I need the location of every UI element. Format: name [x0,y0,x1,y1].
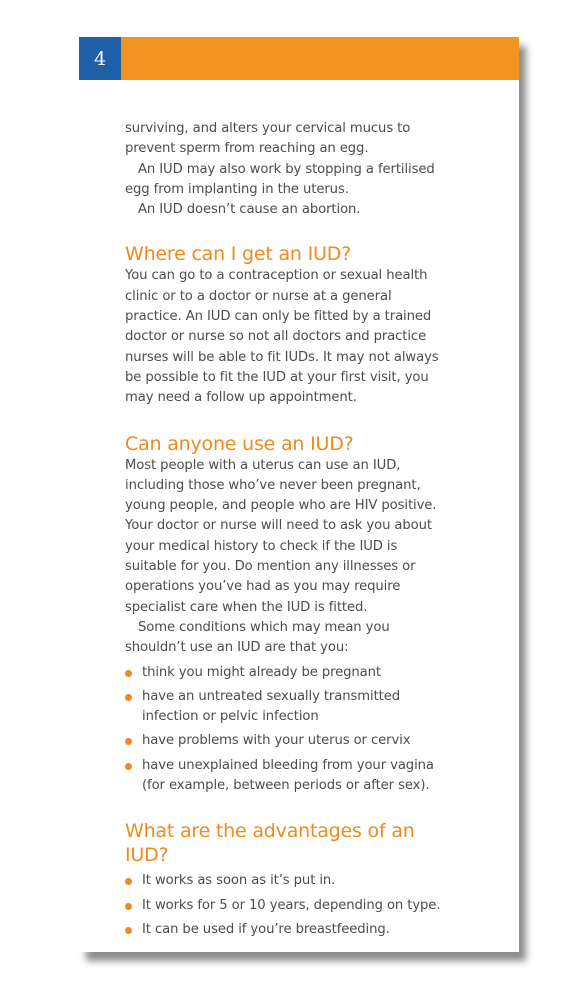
anyone-body: Most people with a uterus can use an IUD, including those who’ve never been pregnant, young people, and people who are HIV positive. Your doctor or nurse will need to ask you about your medical history to check if the IUD is suitable for you. Do mention any illnesses or operations you’ve had as you may require specialist care when the IUD is fitted. [125,457,437,615]
page-content [125,119,445,940]
intro-paragraph-2: An IUD may also work by stopping a fertilised egg from implanting in the uterus. [125,161,435,197]
bullet-icon [125,694,132,701]
list-item [125,756,445,797]
list-item-text: have problems with your uterus or cervix [142,733,411,749]
conditions-list [125,663,445,797]
list-item [125,920,445,940]
list-item-text: have an untreated sexually transmitted infection or pelvic infection [142,688,400,725]
bullet-icon [125,903,132,910]
bullet-icon [125,927,132,934]
anyone-heading: Can anyone use an IUD? [125,432,354,455]
bullet-icon [125,670,132,677]
list-item-text: It can be used if you’re breastfeeding. [142,921,390,937]
list-item-text: It works for 5 or 10 years, depending on type. [142,897,441,913]
advantages-list [125,871,445,940]
header-bar [79,37,519,80]
leaflet-page [79,37,519,952]
list-item [125,663,445,683]
where-heading: Where can I get an IUD? [125,243,352,266]
intro-paragraph-1: surviving, and alters your cervical mucus to prevent sperm from reaching an egg. [125,121,411,157]
list-item [125,687,445,728]
list-item [125,731,445,751]
list-item-text: It works as soon as it’s put in. [142,873,336,889]
bullet-icon [125,763,132,770]
list-item [125,871,445,891]
list-item [125,896,445,916]
bullet-icon [125,738,132,745]
where-body: You can go to a contraception or sexual health clinic or to a doctor or nurse at a general practice. An IUD can only be fitted by a trained doctor or nurse so not all doctors and practice nurses will be able to fit IUDs. It may not always be possible to fit the IUD at your first visit, you may need a follow up appointment. [125,268,439,406]
advantages-heading: What are the advantages of an IUD? [125,820,415,867]
intro-paragraph-3: An IUD doesn’t cause an abortion. [138,202,361,218]
list-item-text: think you might already be pregnant [142,664,381,680]
bullet-icon [125,878,132,885]
page-number-box [79,37,121,80]
conditions-intro: Some conditions which may mean you shouldn’t use an IUD are that you: [125,619,390,656]
list-item-text: have unexplained bleeding from your vagina (for example, between periods or after sex). [142,757,434,794]
page-number: 4 [93,47,107,70]
